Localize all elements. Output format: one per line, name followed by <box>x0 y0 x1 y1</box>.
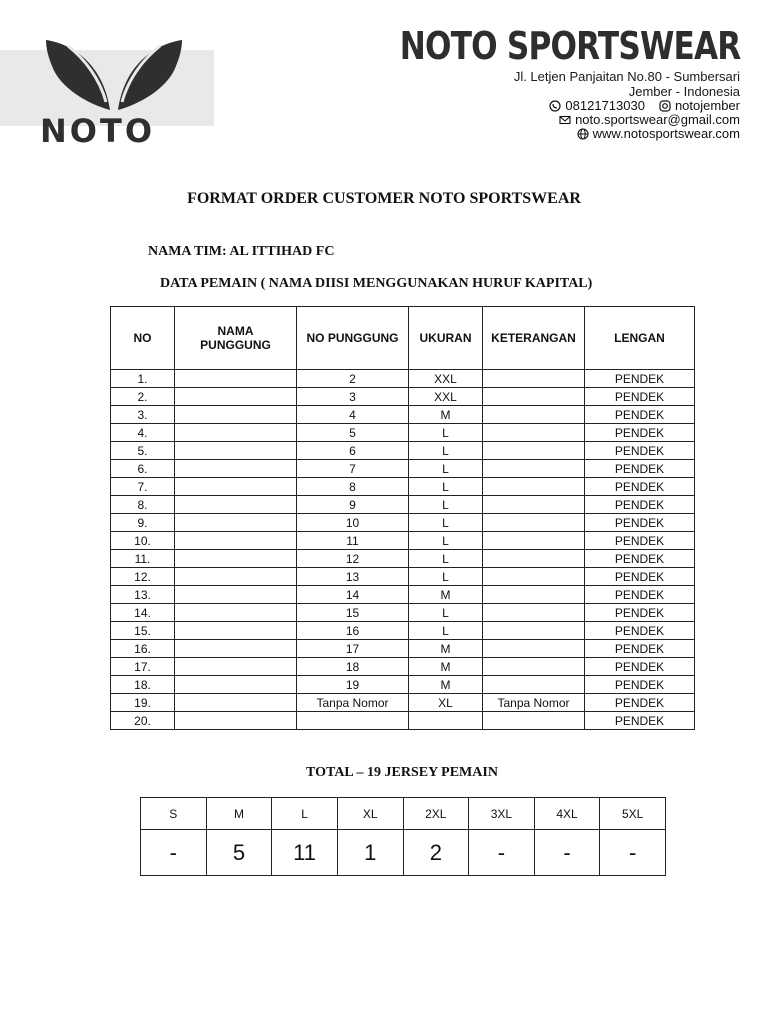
cell-ukuran: L <box>409 460 483 478</box>
size-label: S <box>141 798 207 830</box>
cell-keterangan: Tanpa Nomor <box>483 694 585 712</box>
cell-keterangan <box>483 658 585 676</box>
cell-no-punggung <box>297 712 409 730</box>
cell-nama-punggung <box>175 496 297 514</box>
cell-nama-punggung <box>175 640 297 658</box>
cell-ukuran: XXL <box>409 388 483 406</box>
cell-no: 3. <box>111 406 175 424</box>
cell-nama-punggung <box>175 460 297 478</box>
cell-keterangan <box>483 370 585 388</box>
size-count-row <box>141 830 666 876</box>
cell-keterangan <box>483 406 585 424</box>
cell-no-punggung: 13 <box>297 568 409 586</box>
cell-no-punggung: 18 <box>297 658 409 676</box>
cell-ukuran: M <box>409 676 483 694</box>
table-row <box>111 406 695 424</box>
size-count: - <box>469 830 535 876</box>
address-line-2: Jember - Indonesia <box>628 84 740 99</box>
header-nama-punggung: NAMA PUNGGUNG <box>175 307 297 370</box>
cell-ukuran: M <box>409 406 483 424</box>
cell-ukuran: L <box>409 604 483 622</box>
cell-lengan: PENDEK <box>585 460 695 478</box>
header-keterangan: KETERANGAN <box>483 307 585 370</box>
cell-nama-punggung <box>175 532 297 550</box>
size-count: 5 <box>206 830 272 876</box>
size-count: 11 <box>272 830 338 876</box>
cell-ukuran: XXL <box>409 370 483 388</box>
cell-nama-punggung <box>175 694 297 712</box>
cell-no: 11. <box>111 550 175 568</box>
cell-keterangan <box>483 460 585 478</box>
cell-no: 19. <box>111 694 175 712</box>
email-line <box>559 112 740 127</box>
instagram-icon <box>659 100 671 112</box>
cell-lengan: PENDEK <box>585 676 695 694</box>
cell-ukuran: L <box>409 442 483 460</box>
cell-no: 6. <box>111 460 175 478</box>
size-label: XL <box>337 798 403 830</box>
size-summary-table <box>140 797 666 876</box>
cell-no-punggung: 19 <box>297 676 409 694</box>
envelope-icon <box>559 114 571 126</box>
cell-keterangan <box>483 532 585 550</box>
cell-ukuran: M <box>409 658 483 676</box>
table-row <box>111 604 695 622</box>
player-data-title: DATA PEMAIN ( NAMA DIISI MENGGUNAKAN HURUF KAPITAL) <box>160 276 593 291</box>
size-label: 3XL <box>469 798 535 830</box>
players-body <box>111 370 695 730</box>
cell-nama-punggung <box>175 478 297 496</box>
cell-nama-punggung <box>175 622 297 640</box>
cell-lengan: PENDEK <box>585 568 695 586</box>
table-row <box>111 586 695 604</box>
phone-number: 08121713030 <box>565 98 645 113</box>
cell-no: 10. <box>111 532 175 550</box>
cell-no-punggung: 15 <box>297 604 409 622</box>
cell-lengan: PENDEK <box>585 424 695 442</box>
cell-no-punggung: 11 <box>297 532 409 550</box>
cell-ukuran: L <box>409 532 483 550</box>
cell-no: 2. <box>111 388 175 406</box>
cell-keterangan <box>483 496 585 514</box>
size-header-row <box>141 798 666 830</box>
globe-icon <box>577 128 589 140</box>
cell-nama-punggung <box>175 442 297 460</box>
website-url: www.notosportswear.com <box>592 126 740 141</box>
table-row <box>111 658 695 676</box>
cell-ukuran: L <box>409 568 483 586</box>
cell-no: 17. <box>111 658 175 676</box>
table-row <box>111 622 695 640</box>
cell-no: 12. <box>111 568 175 586</box>
cell-no-punggung: 4 <box>297 406 409 424</box>
address-line-1: Jl. Letjen Panjaitan No.80 - Sumbersari <box>513 69 740 84</box>
cell-no-punggung: 2 <box>297 370 409 388</box>
instagram-handle: notojember <box>674 98 740 113</box>
cell-keterangan <box>483 442 585 460</box>
size-label: L <box>272 798 338 830</box>
cell-lengan: PENDEK <box>585 586 695 604</box>
cell-keterangan <box>483 622 585 640</box>
cell-nama-punggung <box>175 406 297 424</box>
cell-lengan: PENDEK <box>585 658 695 676</box>
size-count: 2 <box>403 830 469 876</box>
cell-lengan: PENDEK <box>585 640 695 658</box>
players-header-row <box>111 307 695 370</box>
size-count: - <box>534 830 600 876</box>
cell-no-punggung: 7 <box>297 460 409 478</box>
cell-nama-punggung <box>175 424 297 442</box>
cell-no: 16. <box>111 640 175 658</box>
cell-no: 18. <box>111 676 175 694</box>
cell-ukuran: L <box>409 424 483 442</box>
cell-nama-punggung <box>175 712 297 730</box>
table-row <box>111 478 695 496</box>
cell-no: 1. <box>111 370 175 388</box>
table-row <box>111 676 695 694</box>
cell-no: 7. <box>111 478 175 496</box>
cell-no: 14. <box>111 604 175 622</box>
header-no: NO <box>111 307 175 370</box>
table-row <box>111 550 695 568</box>
cell-ukuran: M <box>409 586 483 604</box>
cell-lengan: PENDEK <box>585 532 695 550</box>
cell-nama-punggung <box>175 370 297 388</box>
cell-lengan: PENDEK <box>585 604 695 622</box>
cell-no: 8. <box>111 496 175 514</box>
cell-nama-punggung <box>175 550 297 568</box>
cell-keterangan <box>483 514 585 532</box>
table-row <box>111 694 695 712</box>
cell-no: 5. <box>111 442 175 460</box>
cell-ukuran: L <box>409 514 483 532</box>
cell-keterangan <box>483 478 585 496</box>
cell-keterangan <box>483 640 585 658</box>
cell-nama-punggung <box>175 388 297 406</box>
cell-no: 4. <box>111 424 175 442</box>
cell-ukuran: L <box>409 622 483 640</box>
cell-lengan: PENDEK <box>585 712 695 730</box>
document-title: FORMAT ORDER CUSTOMER NOTO SPORTSWEAR <box>187 190 581 207</box>
cell-lengan: PENDEK <box>585 622 695 640</box>
cell-keterangan <box>483 586 585 604</box>
players-table <box>110 306 695 730</box>
brand-title: NOTO SPORTSWEAR <box>399 24 740 68</box>
cell-no-punggung: Tanpa Nomor <box>297 694 409 712</box>
size-label: 5XL <box>600 798 666 830</box>
cell-ukuran: L <box>409 478 483 496</box>
logo-wordmark: NOTO <box>40 112 156 150</box>
cell-nama-punggung <box>175 514 297 532</box>
cell-ukuran: L <box>409 496 483 514</box>
header-no-punggung: NO PUNGGUNG <box>297 307 409 370</box>
website-line <box>577 126 740 141</box>
header-lengan: LENGAN <box>585 307 695 370</box>
table-row <box>111 424 695 442</box>
cell-keterangan <box>483 424 585 442</box>
cell-ukuran: L <box>409 550 483 568</box>
leaf-wings-logo-icon <box>38 36 190 112</box>
cell-no-punggung: 9 <box>297 496 409 514</box>
cell-no: 15. <box>111 622 175 640</box>
cell-no-punggung: 16 <box>297 622 409 640</box>
cell-nama-punggung <box>175 676 297 694</box>
cell-no-punggung: 10 <box>297 514 409 532</box>
cell-no: 20. <box>111 712 175 730</box>
size-count: - <box>600 830 666 876</box>
cell-keterangan <box>483 550 585 568</box>
cell-lengan: PENDEK <box>585 694 695 712</box>
table-row <box>111 514 695 532</box>
cell-no-punggung: 14 <box>297 586 409 604</box>
size-count: 1 <box>337 830 403 876</box>
team-name: NAMA TIM: AL ITTIHAD FC <box>148 244 335 259</box>
contact-line <box>549 98 740 113</box>
cell-lengan: PENDEK <box>585 388 695 406</box>
cell-lengan: PENDEK <box>585 478 695 496</box>
cell-lengan: PENDEK <box>585 442 695 460</box>
table-row <box>111 460 695 478</box>
table-row <box>111 370 695 388</box>
table-row <box>111 496 695 514</box>
size-label: 2XL <box>403 798 469 830</box>
cell-lengan: PENDEK <box>585 370 695 388</box>
cell-lengan: PENDEK <box>585 514 695 532</box>
table-row <box>111 640 695 658</box>
table-row <box>111 388 695 406</box>
email-address: noto.sportswear@gmail.com <box>575 112 740 127</box>
cell-keterangan <box>483 388 585 406</box>
cell-keterangan <box>483 604 585 622</box>
whatsapp-icon <box>549 100 561 112</box>
cell-no: 9. <box>111 514 175 532</box>
cell-no-punggung: 17 <box>297 640 409 658</box>
size-label: 4XL <box>534 798 600 830</box>
table-row <box>111 532 695 550</box>
cell-no-punggung: 5 <box>297 424 409 442</box>
cell-no-punggung: 12 <box>297 550 409 568</box>
total-jersey-label: TOTAL – 19 JERSEY PEMAIN <box>306 765 498 780</box>
cell-nama-punggung <box>175 586 297 604</box>
cell-no-punggung: 6 <box>297 442 409 460</box>
header-ukuran: UKURAN <box>409 307 483 370</box>
cell-no-punggung: 8 <box>297 478 409 496</box>
cell-no: 13. <box>111 586 175 604</box>
cell-ukuran <box>409 712 483 730</box>
cell-no-punggung: 3 <box>297 388 409 406</box>
cell-keterangan <box>483 676 585 694</box>
table-row <box>111 568 695 586</box>
cell-keterangan <box>483 712 585 730</box>
cell-nama-punggung <box>175 658 297 676</box>
table-row <box>111 712 695 730</box>
cell-lengan: PENDEK <box>585 406 695 424</box>
cell-keterangan <box>483 568 585 586</box>
size-label: M <box>206 798 272 830</box>
table-row <box>111 442 695 460</box>
size-count: - <box>141 830 207 876</box>
cell-nama-punggung <box>175 568 297 586</box>
cell-ukuran: XL <box>409 694 483 712</box>
cell-lengan: PENDEK <box>585 550 695 568</box>
cell-nama-punggung <box>175 604 297 622</box>
cell-lengan: PENDEK <box>585 496 695 514</box>
cell-ukuran: M <box>409 640 483 658</box>
